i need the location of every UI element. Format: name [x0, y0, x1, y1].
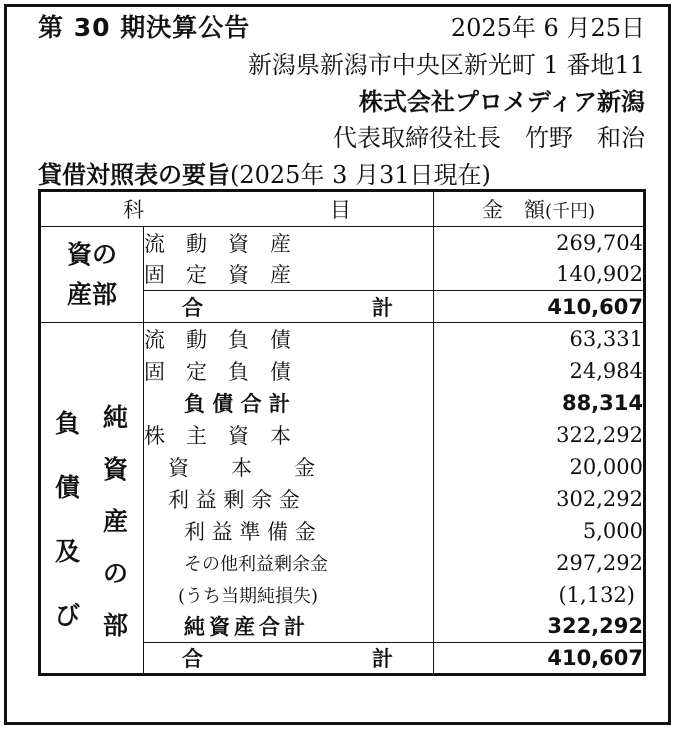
- fixed-liabilities-value: 24,984: [569, 358, 643, 383]
- net-label-char: の: [103, 559, 129, 588]
- assets-total-label-r: 計: [372, 295, 393, 320]
- balance-sheet-title-date: (2025年 3 月31日現在): [230, 161, 491, 189]
- liabilities-netassets-section-label: [40, 323, 144, 675]
- net-assets-total-value: 322,292: [547, 614, 643, 639]
- legal-reserve-label: 利 益 準 備 金: [144, 515, 434, 547]
- capital-value: 20,000: [569, 454, 643, 479]
- grand-total-label-r: 計: [372, 647, 393, 671]
- fixed-assets-label: 固 定 資 産: [144, 259, 434, 291]
- liabilities-total-value: 88,314: [561, 390, 643, 415]
- liab-label-char: 負: [55, 409, 81, 438]
- net-label-char: 部: [103, 611, 129, 640]
- net-loss-value: (1,132): [558, 582, 635, 607]
- assets-label-line1: 資の: [66, 239, 117, 269]
- notice-date: 2025年 6 月25日: [450, 14, 645, 42]
- liab-label-char: 及: [55, 537, 81, 566]
- liabilities-label-column: [55, 392, 80, 648]
- amount-unit: (千円): [544, 201, 596, 222]
- other-retained-earnings-value: 297,292: [556, 550, 643, 575]
- amount-header: [434, 191, 645, 227]
- assets-total-label-l: 合: [182, 295, 203, 320]
- retained-earnings-value: 302,292: [556, 486, 643, 511]
- legal-reserve-value: 5,000: [582, 518, 643, 543]
- current-liabilities-value: 63,331: [569, 326, 643, 351]
- representative: 代表取締役社長 竹野 和治: [333, 124, 645, 152]
- shareholders-equity-label: 株 主 資 本: [144, 419, 434, 451]
- retained-earnings-label: 利 益 剰 余 金: [144, 483, 434, 515]
- current-assets-value: 269,704: [556, 230, 643, 255]
- grand-total-value: 410,607: [434, 643, 645, 675]
- current-liabilities-label: 流 動 負 債: [144, 323, 434, 355]
- table-header-row: [40, 191, 645, 227]
- amount-header-label: 金 額: [481, 198, 545, 222]
- subject-header: [40, 191, 434, 227]
- company-address: 新潟県新潟市中央区新光町 1 番地11: [247, 51, 645, 79]
- notice-title: 第 30 期決算公告: [38, 13, 251, 42]
- balance-sheet-title: [38, 155, 491, 190]
- liab-label-char: び: [55, 601, 81, 630]
- liabilities-total-label: 負 債 合 計: [144, 387, 434, 419]
- fixed-liabilities-label: 固 定 負 債: [144, 355, 434, 387]
- net-loss-label: (うち当期純損失): [144, 579, 434, 611]
- shareholders-equity-value: 322,292: [556, 422, 643, 447]
- company-name: 株式会社プロメディア新潟: [358, 88, 645, 116]
- net-label-char: 産: [103, 507, 129, 536]
- liab-label-char: 債: [55, 473, 81, 502]
- net-label-char: 資: [103, 455, 129, 484]
- fixed-assets-value: 140,902: [556, 262, 643, 287]
- balance-sheet-table: [38, 189, 646, 676]
- assets-label-line2: 産部: [66, 279, 117, 309]
- capital-label: 資 本 金: [144, 451, 434, 483]
- assets-total-value: 410,607: [434, 291, 645, 323]
- netassets-label-column: [103, 392, 128, 652]
- table-row: [40, 323, 645, 355]
- other-retained-earnings-label: その他利益剰余金: [144, 547, 434, 579]
- balance-sheet-title-main: 貸借対照表の要旨: [38, 161, 230, 189]
- grand-total-label-l: 合: [182, 647, 203, 671]
- assets-total-label: [144, 291, 434, 323]
- grand-total-label: [144, 643, 434, 675]
- subject-header-1: 科: [123, 198, 144, 222]
- table-row: [40, 227, 645, 259]
- assets-section-label: [40, 227, 144, 323]
- subject-header-2: 目: [330, 198, 351, 222]
- net-assets-total-label: 純資産合計: [144, 611, 434, 643]
- net-label-char: 純: [103, 403, 129, 432]
- current-assets-label: 流 動 資 産: [144, 227, 434, 259]
